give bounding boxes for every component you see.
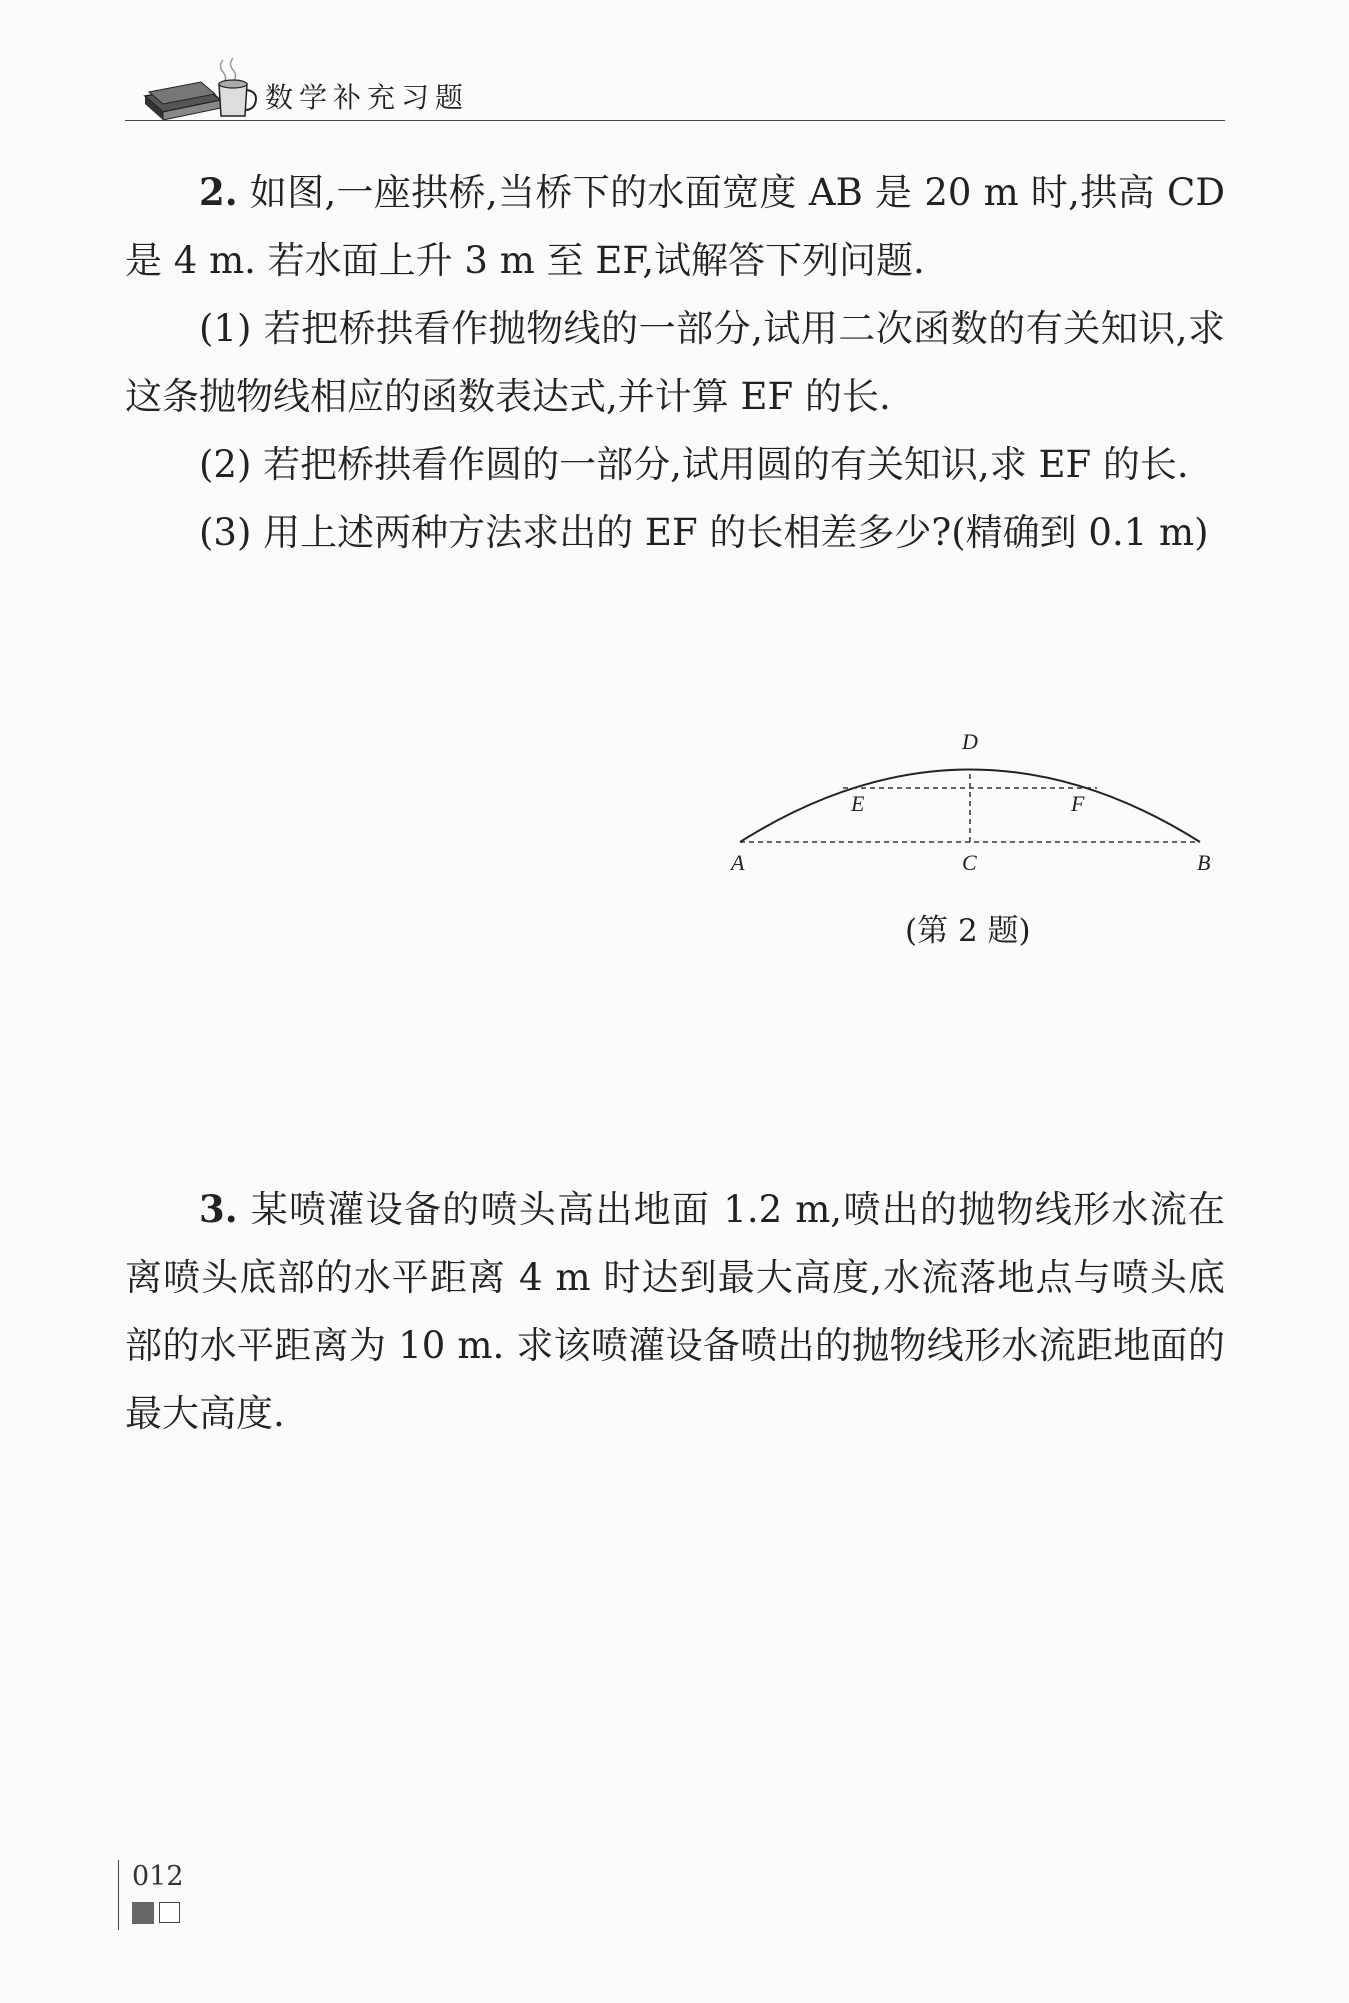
problem-2-part-1: (1) 若把桥拱看作抛物线的一部分,试用二次函数的有关知识,求这条抛物线相应的函数表达式,并计算 EF 的长. [125,307,1225,418]
book-and-cup-icon [143,56,263,120]
problem-2-part-2: (2) 若把桥拱看作圆的一部分,试用圆的有关知识,求 EF 的长. [199,443,1189,486]
problem-3 [125,1175,1225,1448]
header-title: 数学补充习题 [265,81,470,114]
label-d: D [962,729,978,754]
footer-bar [118,1860,119,1930]
header-rule [125,120,1225,121]
page-number: 012 [132,1861,184,1892]
page-footer [118,1855,238,1935]
label-b: B [1197,850,1211,875]
filled-square-icon [132,1902,154,1924]
bridge-arch-figure [725,715,1245,895]
label-c: C [962,850,977,875]
problem-3-body: 某喷灌设备的喷头高出地面 1.2 m,喷出的抛物线形水流在离喷头底部的水平距离 4 m 时达到最大高度,水流落地点与喷头底部的水平距离为 10 m. 求该喷灌设备喷出的抛物线形水流距地面的最大高度. [125,1188,1225,1435]
problem-3-number: 3. [199,1187,238,1231]
problem-3-text [125,1175,1225,1448]
footer-marker [132,1902,192,1926]
label-e: E [851,791,865,816]
label-f: F [1071,791,1085,816]
problem-2-intro-text: 如图,一座拱桥,当桥下的水面宽度 AB 是 20 m 时,拱高 CD 是 4 m. 若水面上升 3 m 至 EF,试解答下列问题. [125,171,1225,282]
page-header [125,50,1225,122]
empty-square-icon [159,1902,180,1923]
problem-2 [125,158,1225,567]
problem-2-number: 2. [199,170,238,214]
figure-caption: (第 2 题) [905,913,1031,949]
problem-2-part-3: (3) 用上述两种方法求出的 EF 的长相差多少?(精确到 0.1 m) [199,511,1209,554]
problem-2-intro [125,158,1225,295]
label-a: A [731,850,745,875]
